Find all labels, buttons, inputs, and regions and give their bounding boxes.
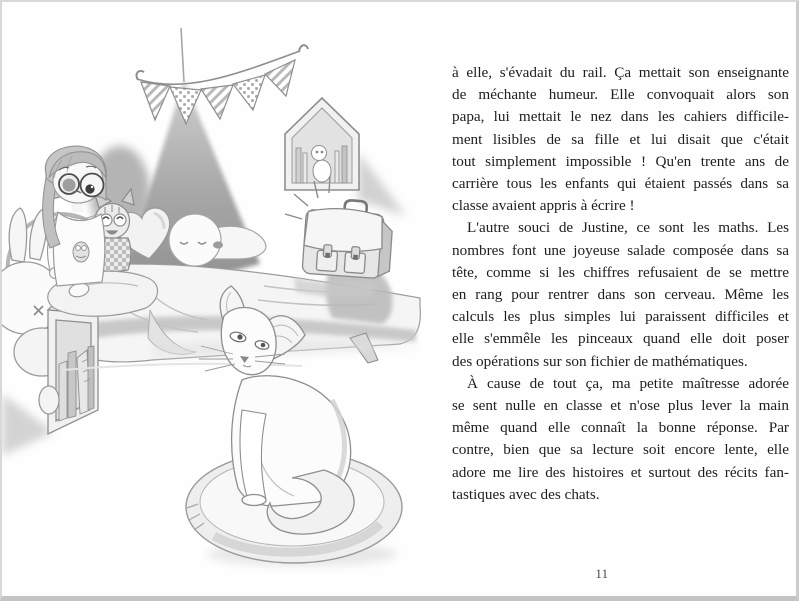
cat-paw xyxy=(242,495,266,506)
text-line: carrière tous les enfants qui étaient passés dans sa xyxy=(452,175,789,193)
text-line: se sent nulle en classe et n'ose plus lever la main xyxy=(452,397,789,415)
text-line: même quand elle connaît la bonne réponse. Par xyxy=(452,419,789,437)
house-shaped-shelf xyxy=(285,98,406,216)
text-line: de méchante humeur. Elle convoquait alors son xyxy=(452,86,789,104)
text-line: nombres font une joyeuse salade composée dans sa xyxy=(452,241,789,259)
owl-print xyxy=(73,242,89,262)
text-line: tastiques avec des chats. xyxy=(452,485,600,503)
text-line: À cause de tout ça, ma petite maîtresse adorée xyxy=(467,374,789,392)
rabbit-foot xyxy=(39,386,59,414)
page-number: 11 xyxy=(595,567,609,581)
bedroom-illustration-svg xyxy=(2,2,448,594)
text-line: en rang pour rentrer dans son cerveau. Même les xyxy=(452,286,789,304)
text-line: tout simplement impossible ! Qu'en trente ans de xyxy=(452,152,789,170)
text-line: contre, bien que sa lecture soit encore lente, elle xyxy=(452,441,789,459)
text-line: papa, lui mettait le nez dans les cahiers difficile- xyxy=(452,108,789,126)
pennant-garland xyxy=(137,45,308,124)
text-line: à elle, s'évadait du rail. Ça mettait son enseignante xyxy=(452,64,789,81)
text-line: ment lisibles de sa fille et lui disait que c'était xyxy=(452,130,789,148)
paragraph xyxy=(452,62,789,217)
text-line: L'autre souci de Justine, ce sont les maths. Les xyxy=(467,219,789,237)
text-line: classe avaient appris à écrire ! xyxy=(452,197,635,215)
text-line: calculs les plus simples lui paraissent difficiles et xyxy=(452,308,789,326)
paragraph xyxy=(452,373,789,506)
text-line: des opérations sur son fichier de mathématiques. xyxy=(452,352,748,370)
text-line: elle s'emmêle les pinceaux quand elle doit poser xyxy=(452,330,789,348)
page-text xyxy=(452,62,789,506)
paragraph xyxy=(452,217,789,372)
text-line: tête, comme si les chiffres refusaient de se mettre xyxy=(452,263,789,281)
text-line: adore me lire des histoires et surtout des récits fan- xyxy=(452,463,789,481)
bedroom-illustration xyxy=(2,2,448,594)
